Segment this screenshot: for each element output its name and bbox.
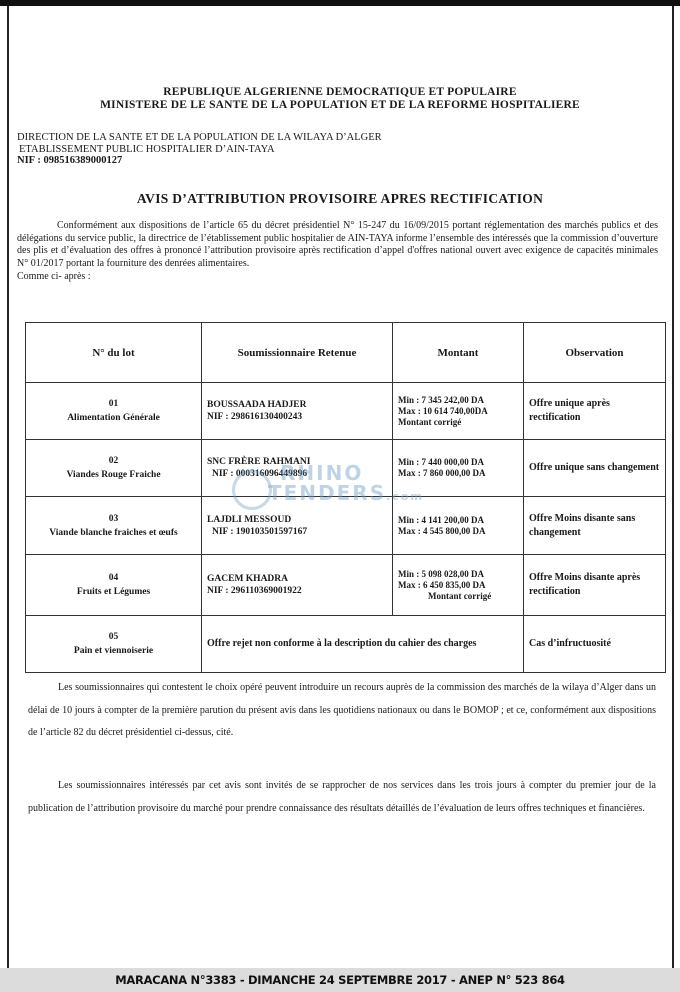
lot-cell bbox=[26, 497, 202, 555]
lot-number: 03 bbox=[108, 513, 119, 524]
col-obs-header: Observation bbox=[524, 323, 666, 383]
republic-header bbox=[0, 86, 680, 112]
col-lot-header: N° du lot bbox=[26, 323, 202, 383]
bidder-nif: NIF : 296110369001922 bbox=[207, 586, 302, 596]
info-text: Les soumissionnaires intéressés par cet avis sont invités de se rapprocher de nos services dans les trois jours à compter du premier jour de la publication de l’attribution provisoire du marché pour prendre connaissance des résultats détaillés de l’évaluation de leurs offres techniques et financières. bbox=[28, 780, 656, 814]
watermark-line-2 bbox=[268, 483, 424, 507]
publication-footer bbox=[0, 968, 680, 992]
intro-text bbox=[17, 220, 658, 284]
amount-max: Max : 4 545 800,00 DA bbox=[398, 525, 486, 536]
lot-label: Alimentation Générale bbox=[67, 413, 160, 423]
observation-cell: Offre Moins disante sans changement bbox=[524, 497, 666, 555]
observation-cell: Cas d’infructuosité bbox=[524, 616, 666, 673]
header-line-1: REPUBLIQUE ALGERIENNE DEMOCRATIQUE ET POPULAIRE bbox=[163, 86, 517, 98]
amount-min: Min : 7 345 242,00 DA bbox=[398, 394, 484, 405]
issuer-block bbox=[17, 132, 382, 167]
bidder-nif: NIF : 298616130400243 bbox=[207, 412, 303, 422]
table-header-row bbox=[26, 323, 666, 383]
recourse-text: Les soumissionnaires qui contestent le choix opéré peuvent introduire un recours auprès de la commission des marchés de la wilaya d’Alger dans un délai de 10 jours à compter de la première parution du présent avis dans les quotidiens nationaux ou dans le BOMOP ; et ce, conformément aux dispositions de l’article 82 du décret présidentiel ci-dessus, cité. bbox=[28, 682, 656, 738]
watermark-brand: TENDERS bbox=[268, 481, 387, 505]
rejection-cell: Offre rejet non conforme à la description du cahier des charges bbox=[202, 616, 524, 673]
lot-cell bbox=[26, 383, 202, 440]
lot-cell bbox=[26, 616, 202, 673]
lot-number: 05 bbox=[108, 632, 119, 642]
bidder-nif: NIF : 190103501597167 bbox=[212, 526, 308, 537]
lot-number: 02 bbox=[108, 456, 119, 466]
recourse-paragraph bbox=[28, 677, 656, 745]
lot-cell bbox=[26, 440, 202, 497]
amount-max: Max : 7 860 000,00 DA bbox=[398, 468, 486, 478]
observation-cell: Offre unique après rectification bbox=[524, 383, 666, 440]
bidder-name: BOUSSAADA HADJER bbox=[207, 400, 307, 410]
lot-label: Viandes Rouge Fraiche bbox=[66, 470, 161, 480]
amount-min: Min : 7 440 000,00 DA bbox=[398, 457, 484, 467]
lot-cell bbox=[26, 555, 202, 616]
amount-max: Max : 6 450 835,00 DA bbox=[398, 579, 486, 590]
observation-cell: Offre unique sans changement bbox=[524, 440, 666, 497]
footer-text: MARACANA N°3383 - DIMANCHE 24 SEPTEMBRE 2017 - ANEP N° 523 864 bbox=[115, 973, 565, 987]
lot-label: Fruits et Légumes bbox=[76, 587, 151, 597]
amount-note: Montant corrigé bbox=[398, 416, 462, 427]
lot-number: 04 bbox=[108, 573, 119, 583]
bidder-name: LAJDLI MESSOUD bbox=[207, 514, 292, 525]
watermark bbox=[268, 463, 424, 507]
col-soum-header: Soumissionnaire Retenue bbox=[202, 323, 393, 383]
bidder-cell bbox=[202, 555, 393, 616]
notice-title: AVIS D’ATTRIBUTION PROVISOIRE APRES RECTIFICATION bbox=[136, 191, 544, 206]
intro-paragraph: Conformément aux dispositions de l’article 65 du décret présidentiel N° 15-247 du 16/09/2015 portant réglementation des marchés publics et des délégations du service public, la directrice de l’établissement public hospitalier de AIN-TAYA informe l’ensemble des intéressés que la commission d’ouverture des plis et d’évaluation des offres à prononcé l’attribution provisoire après rectification d’appel d'offres national ouvert avec exigence de capacités minimales N° 01/2017 portant la fourniture des denrées alimentaires. bbox=[17, 220, 658, 270]
watermark-line-1: RHINO bbox=[280, 461, 364, 485]
amount-cell bbox=[393, 383, 524, 440]
lot-number: 01 bbox=[108, 399, 119, 409]
issuer-nif: NIF : 098516389000127 bbox=[17, 155, 123, 166]
watermark-suffix: .com bbox=[386, 490, 424, 503]
intro-after: Comme ci- après : bbox=[17, 270, 91, 282]
issuer-line-1: DIRECTION DE LA SANTE ET DE LA POPULATION DE LA WILAYA D’ALGER bbox=[17, 132, 382, 143]
watermark-logo bbox=[232, 470, 272, 510]
amount-cell bbox=[393, 555, 524, 616]
table-row bbox=[26, 555, 666, 616]
amount-min: Min : 4 141 200,00 DA bbox=[398, 514, 484, 525]
lot-label: Pain et viennoiserie bbox=[73, 646, 154, 656]
amount-note: Montant corrigé bbox=[428, 590, 492, 601]
table-row bbox=[26, 616, 666, 673]
header-line-2: MINISTERE DE LE SANTE DE LA POPULATION ET DE LA REFORME HOSPITALIERE bbox=[100, 99, 580, 111]
lot-label: Viande blanche fraiches et œufs bbox=[49, 527, 178, 538]
amount-min: Min : 5 098 028,00 DA bbox=[398, 568, 484, 579]
amount-max: Max : 10 614 740,00DA bbox=[398, 405, 488, 416]
table-row bbox=[26, 383, 666, 440]
bidder-name: SNC FRÈRE RAHMANI bbox=[207, 457, 311, 467]
bidder-cell bbox=[202, 383, 393, 440]
issuer-line-2: ETABLISSEMENT PUBLIC HOSPITALIER D’AIN-TAYA bbox=[19, 143, 275, 155]
col-montant-header: Montant bbox=[393, 323, 524, 383]
info-paragraph bbox=[28, 775, 656, 820]
observation-cell: Offre Moins disante après rectification bbox=[524, 555, 666, 616]
bidder-nif: NIF : 000316096449896 bbox=[212, 469, 308, 479]
bidder-name: GACEM KHADRA bbox=[207, 574, 289, 584]
